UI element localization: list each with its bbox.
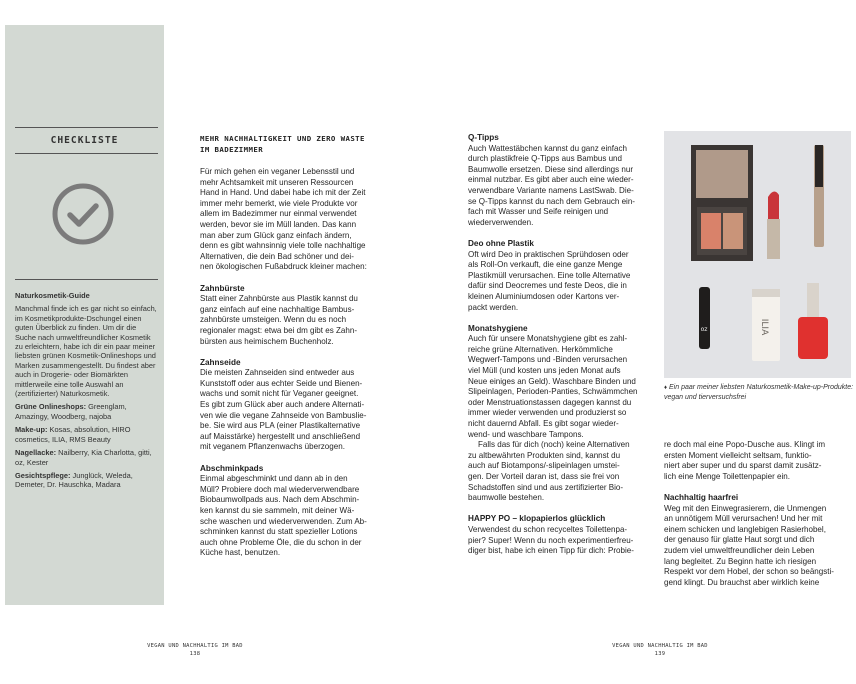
text-line: ken kannst du sie sammeln, mit deiner Wä- (200, 506, 355, 515)
text-line: oder Menstruationstassen dagegen kannst du (468, 397, 632, 407)
ilia-label: ILIA (759, 318, 769, 336)
running-title: VEGAN UND NACHHALTIG IM BAD (147, 643, 243, 649)
text-line: wiederverwenden. (468, 217, 534, 227)
text-line: ersten Moment vielleicht seltsam, funktio- (664, 450, 812, 460)
subheading-zahnbuerste: Zahnbürste (200, 283, 245, 293)
text-line: dafür sind Deocremes und feste Deos, die in (468, 281, 627, 291)
footer-left (130, 642, 260, 658)
makeup-products-photo (664, 131, 851, 378)
caption-marker-icon: ♦ (664, 385, 668, 391)
text-line: lang begleitet. Zu Beginn hatte ich riesigen (664, 556, 817, 566)
text-line: auf Maisstärke) hergestellt und anschließend (200, 431, 361, 441)
text-line: als Roll-On verkauft, die eine ganze Menge (468, 260, 623, 270)
text-line: mit veganem Pflanzenwachs überzogen. (200, 442, 345, 452)
text-line: Küche hast, benutzen. (200, 548, 281, 558)
text-line: regionaler magst: etwa bei dm gibt es Zahn- (200, 325, 357, 335)
paragraph (200, 474, 390, 559)
text-line: Neue einiges an Geld). Waschbare Binden und (468, 376, 636, 386)
text-line: pier? Super! Wenn du noch experimentierfreu- (468, 535, 634, 545)
paragraph (200, 368, 390, 453)
text-line: Oft wird Deo in praktischen Sprühdosen oder (468, 249, 629, 259)
text-line: kleinen Aluminiumdosen oder Kartons ver- (468, 291, 620, 301)
text-line: immer wieder verwenden und produzierst so (468, 408, 627, 418)
subheading-abschminkpads: Abschminkpads (200, 463, 264, 473)
text-line: schminken kannst du statt spezieller Lotions (200, 527, 358, 537)
text-line: packt werden. (468, 302, 519, 312)
text-line: Müll? Probiere doch mal wiederverwendbare (200, 484, 360, 494)
caption-text: Ein paar meiner liebsten Naturkosmetik-Make-up-Produkte: vegan und tierversuchsfrei (664, 384, 854, 402)
paragraph (468, 440, 650, 504)
text-line: Kunststoff oder aus echter Seide und Bienen- (200, 378, 363, 388)
text-line: sche waschen und wiederverwenden. Zum Ab- (200, 516, 367, 526)
text-line: re doch mal eine Popo-Dusche aus. Klingt im (664, 440, 826, 449)
text-line: Schadstoffen sind und aus zertifizierter Bio- (468, 482, 624, 492)
text-line: Falls das für dich (noch) keine Alternativen (478, 440, 630, 450)
subheading-monatshygiene: Monatshygiene (468, 323, 528, 333)
paragraph (200, 294, 390, 347)
checkmark-circle-icon (51, 182, 115, 246)
text-line: wachs und somit nicht für Veganer geeignet. (200, 389, 359, 399)
footer-right (595, 642, 725, 658)
paragraph (468, 250, 650, 314)
text-line: Wegwerf-Tampons und -Binden verursachen (468, 355, 628, 365)
naturkosmetik-guide (15, 291, 159, 494)
running-title: VEGAN UND NACHHALTIG IM BAD (612, 643, 708, 649)
text-line: ganz einfach auf eine nachhaltige Bambus- (200, 304, 355, 314)
text-line: an unnötigem Müll verursachen! Und her mit (664, 514, 823, 524)
subheading-zahnseide: Zahnseide (200, 357, 241, 367)
text-line: Auch Wattestäbchen kannst du ganz einfach (468, 143, 627, 153)
text-line: nicht dauernd Abfall. Es gibt sogar wieder- (468, 419, 619, 429)
text-line: durch plastikfreie Q-Tipps aus Bambus und (468, 154, 623, 164)
text-line: Statt einer Zahnbürste aus Plastik kannst du (200, 294, 358, 304)
text-line: allem im Badezimmer nur einmal verwendet (200, 209, 357, 219)
text-line: nen ökologischen Fußabdruck kleiner machen: (200, 262, 367, 272)
text-line: Die meisten Zahnseiden sind entweder aus (200, 368, 355, 378)
text-line: Biobaumwollpads aus. Nach dem Abschmin- (200, 495, 360, 505)
text-line: Plastikmüll verursachen. Eine tolle Alternative (468, 270, 631, 280)
item-text: Kosas, absolution, HIRO cosmetics, ILIA, RMS Beauty (15, 425, 131, 444)
text-line: verwendbare Variante namens LastSwab. Die- (468, 185, 634, 195)
item-text: Junglück, Weleda, Demeter, Dr. Hauschka, Madara (15, 470, 133, 490)
text-line: niert aber super und du sparst damit zusätz- (664, 461, 822, 471)
text-line: Es gibt zum Glück aber auch andere Alternati- (200, 400, 365, 410)
text-line: denn es gibt wahnsinnig viele tolle nachhaltige (200, 241, 366, 251)
text-line: gend klingt. Du brauchst aber wirklich keine (664, 577, 820, 587)
item-label: Nagellacke: (15, 448, 57, 458)
text-line: fach mit Wasser und Seife reinigen und (468, 207, 609, 217)
paragraph (664, 440, 854, 482)
text-line: Für mich gehen ein veganer Lebensstil und (200, 167, 355, 176)
text-line: Weg mit den Einwegrasierern, die Unmengen (664, 503, 827, 513)
text-line: reiche grüne Alternativen. Herkömmliche (468, 344, 613, 354)
subheading-haarfrei: Nachhaltig haarfrei (664, 492, 739, 502)
text-line: einmal nutzbar. Es gibt aber auch eine wieder- (468, 175, 634, 185)
item-text: Nailberry, Kia Charlotta, gitti, oz, Kester (15, 448, 152, 467)
text-line: auch auf Biotampons/-slipeinlagen umstei- (468, 461, 620, 471)
paragraph (468, 334, 650, 440)
column-left (200, 133, 390, 559)
checklist-sidebar (5, 25, 164, 605)
text-line: bürsten aus heimischem Buchenholz. (200, 336, 334, 346)
paragraph (468, 144, 650, 229)
text-line: Slipeinlagen, Perioden-Panties, Schwämmchen (468, 387, 638, 397)
text-line: auch ohne Probleme Öle, die du schon in der (200, 537, 362, 547)
item-text: Greenglam, Amazingy, Woodberg, najoba (15, 402, 127, 421)
divider (15, 127, 158, 128)
page-number: 139 (654, 651, 666, 657)
text-line: Einmal abgeschminkt und dann ab in den (200, 474, 348, 484)
column-right (664, 440, 854, 588)
text-line: wend- und waschbare Tampons. (468, 429, 584, 439)
text-line: Verwendest du schon recyceltes Toilettenpa- (468, 524, 628, 534)
subheading-deo: Deo ohne Plastik (468, 238, 534, 248)
text-line: viel Müll (und kosten uns jeden Monat aufs (468, 366, 621, 376)
text-line: man aber zum Glück ganz einfach ändern, (200, 230, 352, 240)
text-line: Auch für unsere Monatshygiene gibt es zahl- (468, 334, 628, 344)
text-line: zu altbewährten Produkten sind, kannst du (468, 450, 621, 460)
section-heading: IM BADEZIMMER (200, 145, 264, 154)
paragraph (664, 504, 854, 589)
subheading-q-tipps: Q-Tipps (468, 133, 499, 142)
page-number: 138 (189, 651, 201, 657)
svg-text:oz: oz (700, 326, 708, 333)
text-line: zahnbürste umsteigen. Wenn du es noch (200, 315, 347, 325)
subheading-happy-po: HAPPY PO – klopapierlos glücklich (468, 514, 606, 524)
text-line: immer mehr bemerkt, wie viele Produkte vor (200, 198, 358, 208)
text-line: ven wie die vegane Zahnseide von Bambuslie- (200, 410, 367, 420)
text-line: se Q-Tipps kannst du nach dem Gebrauch ein- (468, 196, 635, 206)
item-label: Gesichtspflege: (15, 470, 71, 480)
text-line: be. Sie wird aus PLA (einer Plastikalternative (200, 421, 361, 431)
text-line: Respekt vor dem Hobel, der schon so beängsti- (664, 567, 834, 577)
section-heading: MEHR NACHHALTIGKEIT UND ZERO WASTE (200, 134, 365, 143)
text-line: baumwolle bestehen. (468, 493, 545, 503)
text-line: einem schicken und langlebigen Rasierhobel, (664, 524, 826, 534)
text-line: der genauso für glatte Haut sorgt und dich (664, 535, 815, 545)
guide-heading: Naturkosmetik-Guide (15, 291, 90, 300)
item-label: Grüne Onlineshops: (15, 402, 87, 412)
paragraph (468, 525, 650, 557)
divider (15, 279, 158, 280)
text-line: werden, bevor sie im Müll landen. Das kann (200, 219, 357, 229)
text-line: Alternativen, die dein Bad schöner und dei- (200, 251, 354, 261)
column-middle (468, 133, 650, 557)
text-line: zudem viel umweltfreundlicher dein Leben (664, 545, 815, 555)
divider (15, 153, 158, 154)
checklist-title: CHECKLISTE (50, 135, 119, 146)
text-line: diger bist, habe ich einen Tipp für dich: Probie- (468, 546, 634, 556)
text-line: gen. Der Vorteil daran ist, dass sie frei von (468, 472, 620, 481)
text-line: mehr Achtsamkeit mit unseren Ressourcen (200, 177, 354, 187)
text-line: lich eine Menge Toilettenpapier ein. (664, 471, 791, 481)
photo-illustration (664, 131, 851, 378)
intro-text (200, 167, 390, 273)
item-label: Make-up: (15, 425, 48, 435)
text-line: Hand in Hand. Und dabei habe ich mit der Zeit (200, 188, 366, 198)
text-line: Baumwolle ersetzen. Diese sind allerdings nur (468, 164, 634, 174)
photo-caption (664, 383, 854, 403)
guide-text: Manchmal finde ich es gar nicht so einfach, im Kosmetikprodukte-Dschungel einen guten Überblick zu finden. Um dir die Suche nach umweltfreundlicher Kosmetik zu erleichtern, habe ich dir ein paar meiner liebsten grünen Kosmetik-Onlineshops und Marken zusammengestellt. Du findest aber auch in Drogerie- oder Biomärkten mittlerweile eine tolle Auswahl an (zertifizierter) Naturkosmetik. (15, 304, 157, 399)
